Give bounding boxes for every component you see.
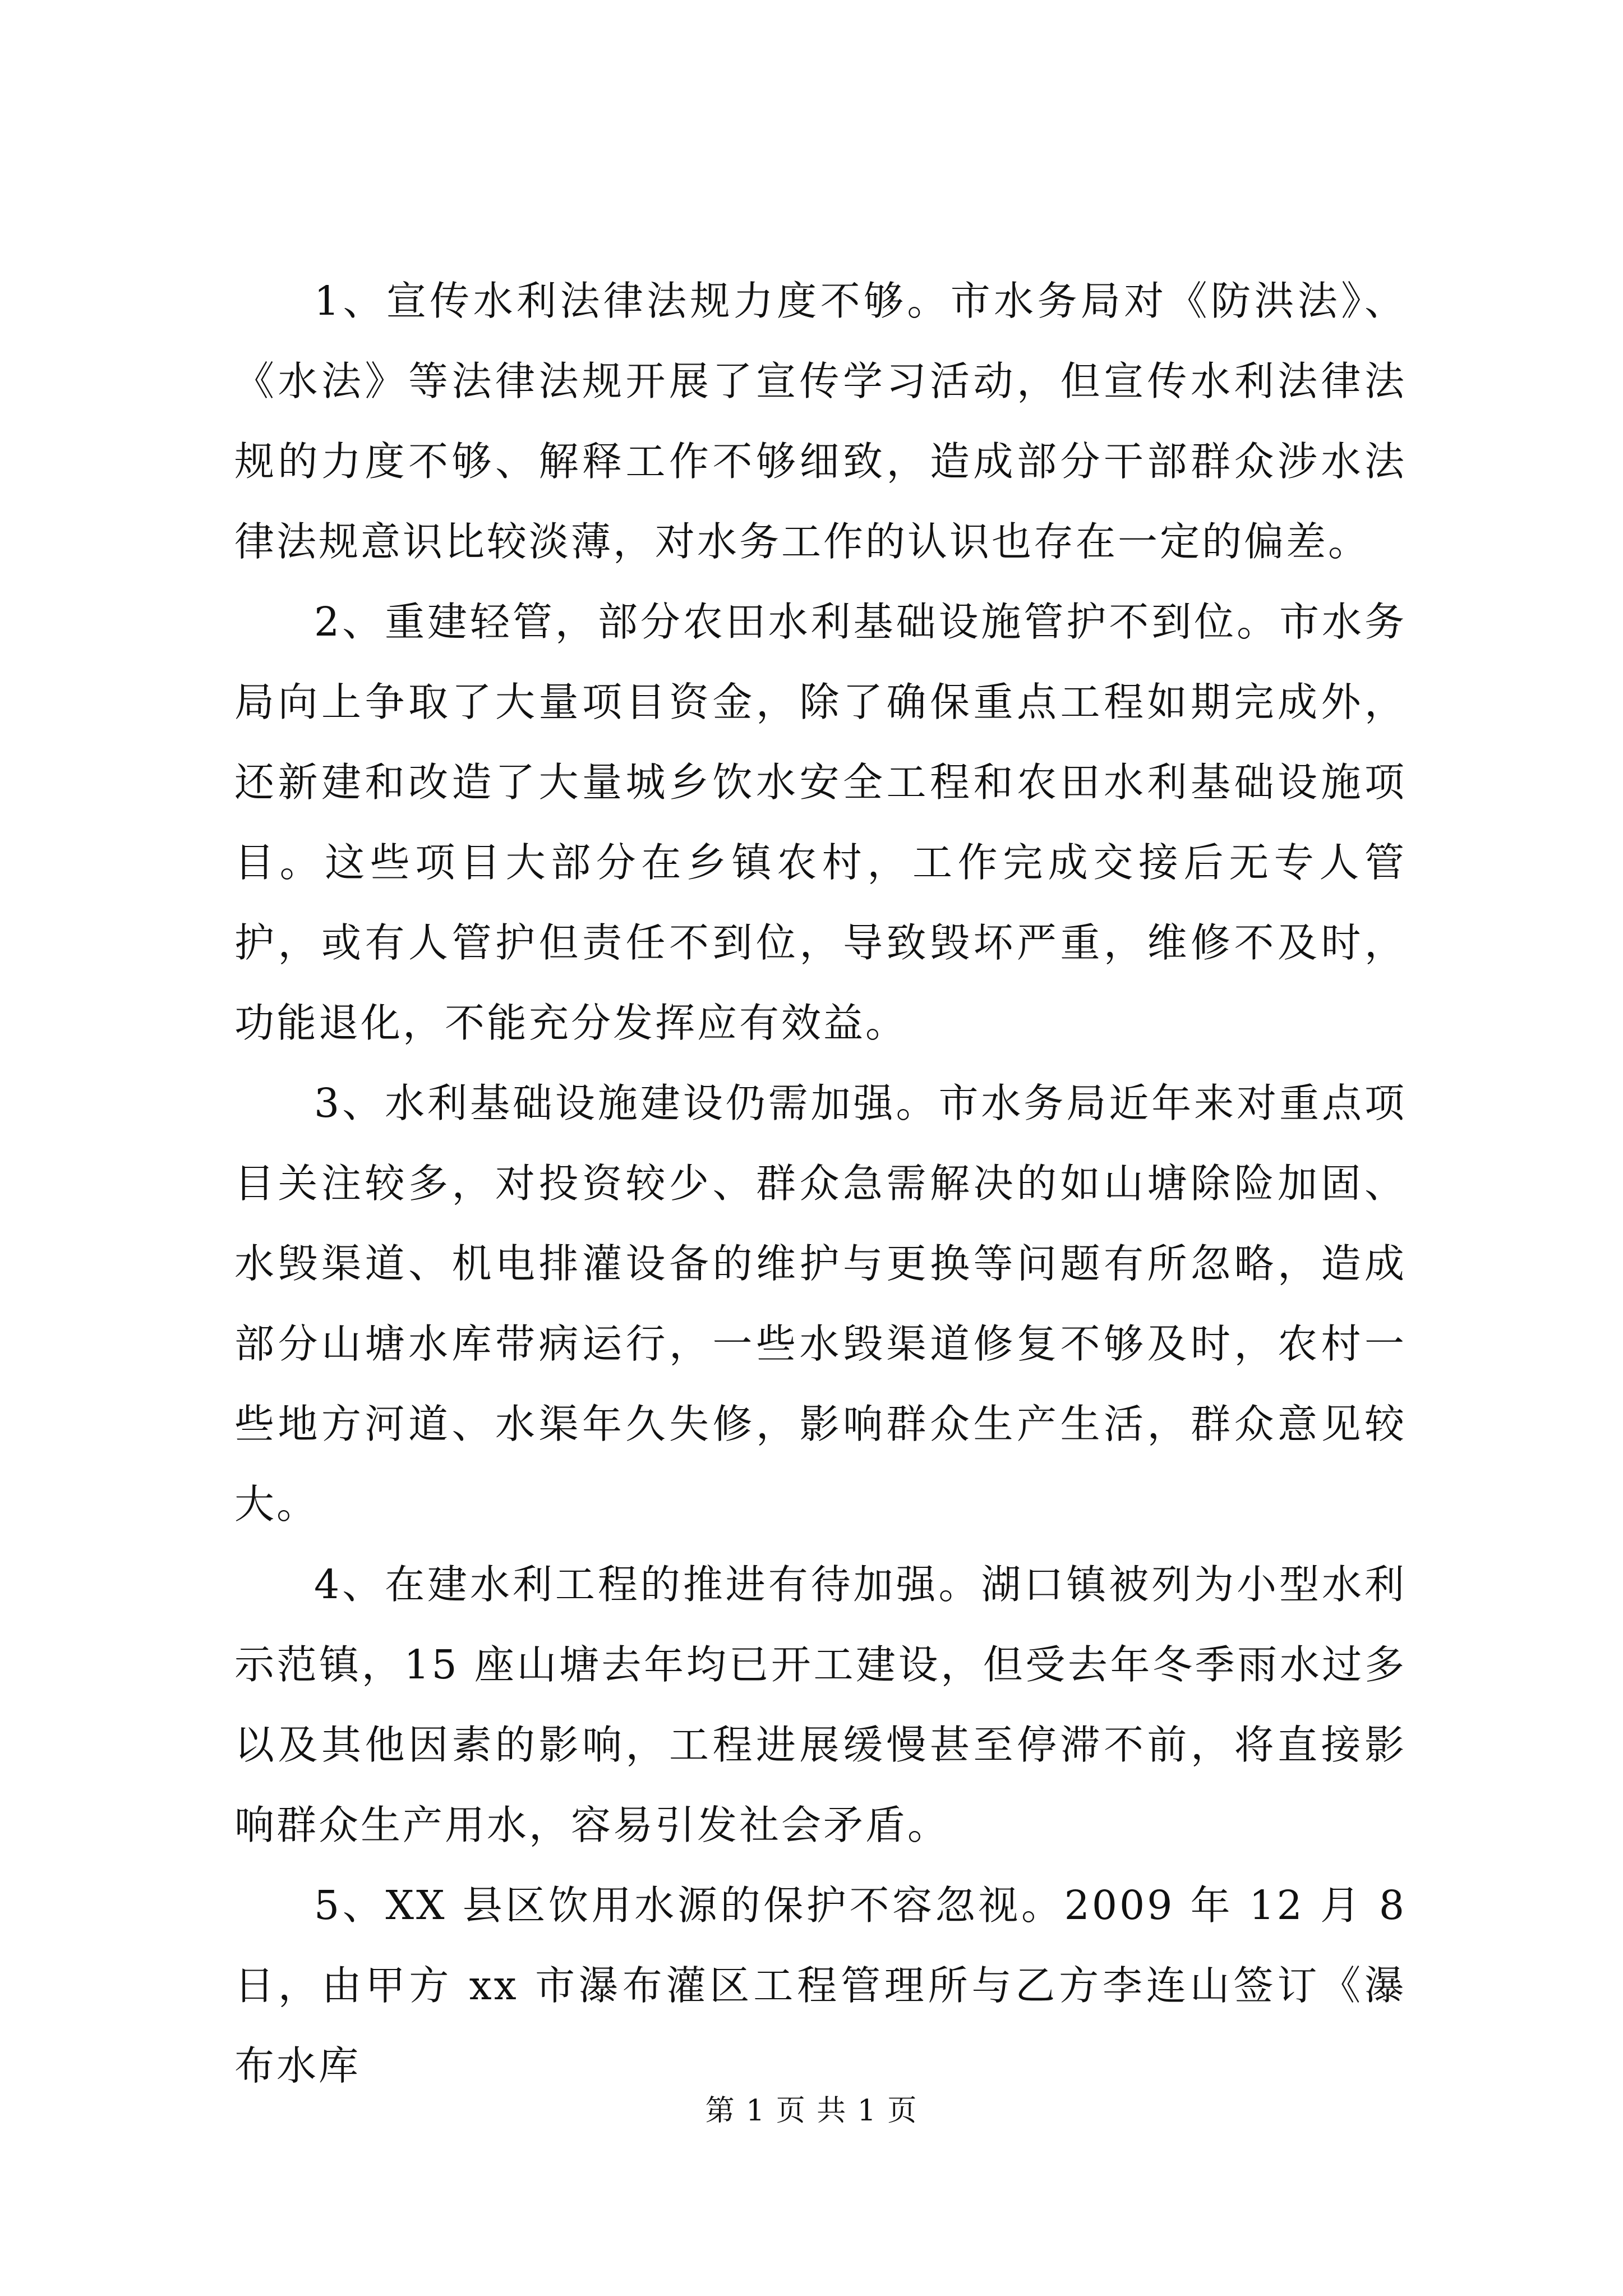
- paragraph-2: 2、重建轻管，部分农田水利基础设施管护不到位。市水务局向上争取了大量项目资金，除了确保重点工程如期完成外，还新建和改造了大量城乡饮水安全工程和农田水利基础设施项目。这些项目大部分在乡镇农村，工作完成交接后无专人管护，或有人管护但责任不到位，导致毁坏严重，维修不及时，功能退化，不能充分发挥应有效益。: [234, 599, 1407, 1046]
- paragraph-1: 1、宣传水利法律法规力度不够。市水务局对《防洪法》、《水法》等法律法规开展了宣传学习活动，但宣传水利法律法规的力度不够、解释工作不够细致，造成部分干部群众涉水法律法规意识比较淡薄，对水务工作的认识也存在一定的偏差。: [234, 278, 1407, 565]
- paragraph-5: 5、XX 县区饮用水源的保护不容忽视。2009 年 12 月 8 日，由甲方 xx 市瀑布灌区工程管理所与乙方李连山签订《瀑布水库: [234, 1882, 1407, 2089]
- paragraph-4: 4、在建水利工程的推进有待加强。湖口镇被列为小型水利示范镇，15 座山塘去年均已开工建设，但受去年冬季雨水过多以及其他因素的影响，工程进展缓慢甚至停滞不前，将直接影响群众生产用水，容易引发社会矛盾。: [234, 1561, 1407, 1848]
- document-body: [234, 261, 1407, 2106]
- page-number-footer: 第 1 页 共 1 页: [705, 2094, 918, 2128]
- paragraph-3: 3、水利基础设施建设仍需加强。市水务局近年来对重点项目关注较多，对投资较少、群众急需解决的如山塘除险加固、水毁渠道、机电排灌设备的维护与更换等问题有所忽略，造成部分山塘水库带病运行，一些水毁渠道修复不够及时，农村一些地方河道、水渠年久失修，影响群众生产生活，群众意见较大。: [234, 1080, 1407, 1527]
